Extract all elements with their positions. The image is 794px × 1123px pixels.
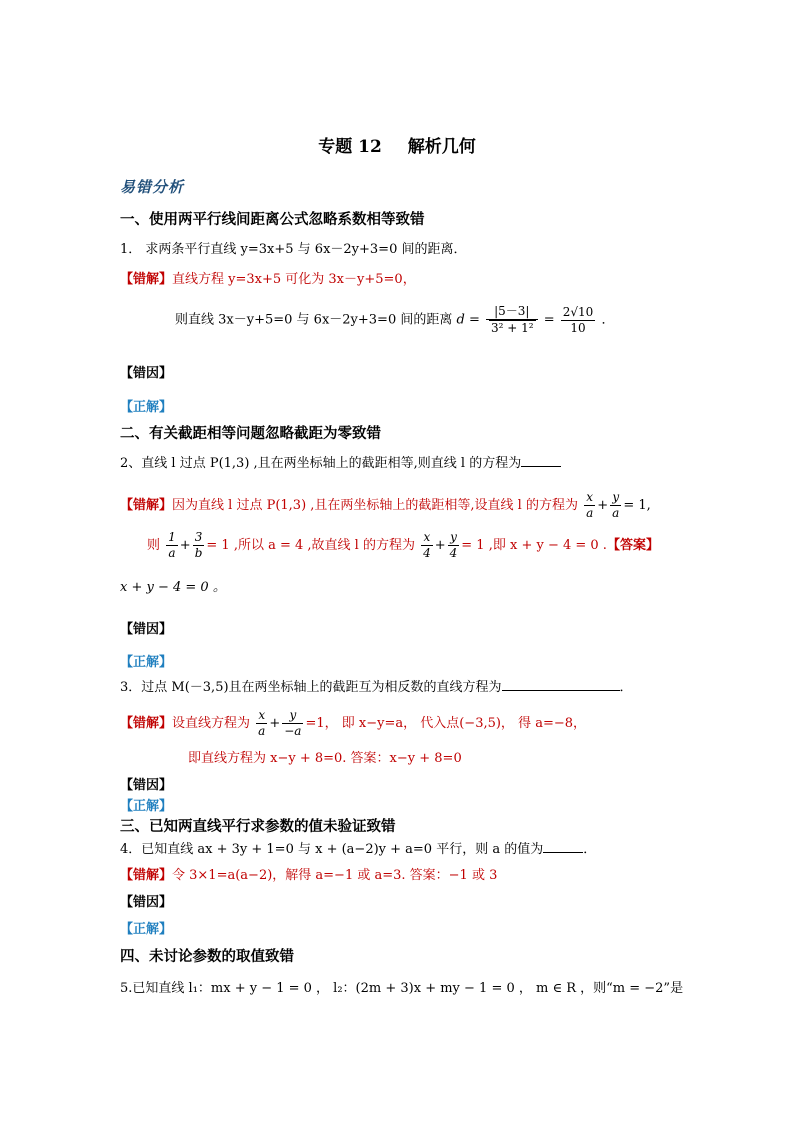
question-text: 3．过点 M(－3,5)且在两坐标轴上的截距互为相反数的直线方程为	[120, 680, 502, 695]
category-label: 易错分析	[120, 178, 185, 196]
period: ．	[583, 842, 597, 857]
section5-question: 5.已知直线 l₁：mx + y − 1 = 0 ， l₂：(2m + 3)x + my − 1 = 0 ， m ∈ R ，则“m = −2”是	[120, 981, 684, 996]
section2-question	[120, 452, 561, 471]
title-topic: 专题 12	[318, 137, 382, 157]
section1-fix: 【正解】	[120, 400, 173, 415]
line2-prefix: 则直线 3x－y+5=0 与 6x－2y+3=0 间的距离	[175, 312, 453, 328]
fraction-numerator: |5－3|	[486, 304, 538, 320]
result-denominator: 10	[570, 320, 586, 335]
num: y	[448, 530, 460, 546]
fraction-3-b	[193, 530, 205, 561]
error-label: 【错解】	[120, 868, 173, 883]
question-text: 2、直线 l 过点 P(1,3) ,且在两坐标轴上的截距相等,则直线 l 的方程为	[120, 456, 522, 471]
den: a	[258, 724, 266, 738]
error-label: 【错解】	[120, 716, 173, 731]
fraction-y-neg-a	[282, 708, 303, 739]
answer-label: 【答案】	[606, 538, 659, 553]
period: ．	[619, 680, 633, 695]
fraction-x-a	[256, 708, 267, 739]
num: x	[256, 708, 267, 724]
num: x	[584, 490, 595, 506]
equals-one: = 1,	[623, 498, 651, 513]
title-name: 解析几何	[407, 137, 476, 157]
num: 3	[193, 530, 205, 546]
section4-heading: 三、已知两直线平行求参数的值未验证致错	[120, 818, 396, 835]
section3-cause: 【错因】	[120, 778, 173, 793]
equals-sign: =	[543, 312, 555, 328]
section2-heading: 二、有关截距相等问题忽略截距为零致错	[120, 425, 381, 442]
fraction-y-a	[610, 490, 621, 521]
question-text: 4．已知直线 ax + 3y + 1=0 与 x + (a−2)y + a=0 平行，则 a 的值为	[120, 842, 544, 857]
error-text: 直线方程 y=3x+5 可化为 3x－y+5=0，	[172, 272, 416, 287]
section4-question	[120, 838, 596, 857]
num: x	[421, 530, 433, 546]
den: b	[194, 546, 203, 560]
section3-question	[120, 676, 633, 695]
fraction-x-a	[584, 490, 595, 521]
answer-blank	[521, 466, 561, 467]
section4-fix: 【正解】	[120, 922, 173, 937]
page-title	[0, 132, 794, 157]
section2-error-line2: 则 $\frac{1}{a}$ + $\frac{3}{b}$ = 1 ,所以 a = 4 ,故直线 l 的方程为 $\frac{x}{4}$ + $\frac{y}{4}$ = 1 ,即 x + y − 4 = 0 .【答案】	[147, 530, 659, 560]
section1-error	[120, 268, 416, 287]
den: 4	[449, 546, 458, 560]
den: −a	[284, 724, 302, 738]
section5-heading: 四、未讨论参数的取值致错	[120, 948, 294, 965]
answer-blank	[502, 690, 620, 691]
section1-question: 1． 求两条平行直线 y=3x+5 与 6x－2y+3=0 间的距离．	[120, 242, 467, 257]
answer-blank	[543, 852, 583, 853]
so-text: = 1 ,所以 a = 4 ,故直线 l 的方程为	[206, 538, 415, 553]
period: ．	[601, 312, 615, 328]
section4-error	[120, 864, 497, 883]
error-text: 设直线方程为	[172, 716, 251, 731]
fraction-1-a	[166, 530, 178, 561]
result-fraction	[561, 305, 596, 336]
den: 4	[423, 546, 431, 560]
section3-fix: 【正解】	[120, 799, 173, 814]
d-symbol: d =	[456, 312, 480, 328]
den: a	[586, 506, 594, 520]
fraction-denominator	[486, 320, 538, 336]
error-text-2: =1， 即 x−y=a， 代入点(−3,5)， 得 a=−8，	[305, 716, 587, 731]
num: 1	[168, 530, 176, 544]
section1-error-line2	[175, 304, 614, 336]
den: a	[168, 546, 176, 560]
section1-cause: 【错因】	[120, 366, 173, 381]
error-label: 【错解】	[120, 498, 173, 513]
den: a	[612, 506, 620, 520]
section2-error: 【错解】因为直线 l 过点 P(1,3) ,且在两坐标轴上的截距相等,设直线 l 的方程为 $\frac{x}{a}$ + $\frac{y}{a}$ = 1,	[120, 490, 651, 520]
distance-fraction	[486, 304, 538, 336]
section1-heading: 一、使用两平行线间距离公式忽略系数相等致错	[120, 211, 425, 228]
num: y	[282, 708, 303, 724]
sqrt-expression: 3² + 1²	[491, 321, 534, 335]
error-label: 【错解】	[120, 272, 173, 287]
num: y	[610, 490, 621, 506]
section2-cause: 【错因】	[120, 622, 173, 637]
section2-fix: 【正解】	[120, 655, 173, 670]
error-text: 因为直线 l 过点 P(1,3) ,且在两坐标轴上的截距相等,设直线 l 的方程为	[172, 498, 578, 513]
section3-error-line2: 即直线方程为 x−y + 8=0. 答案：x−y + 8=0	[188, 751, 462, 766]
result-numerator: 2√10	[562, 304, 594, 319]
then-text: 则	[147, 538, 161, 553]
error-text: 令 3×1=a(a−2)，解得 a=−1 或 a=3. 答案：−1 或 3	[172, 868, 498, 883]
fraction-x-4	[421, 530, 433, 561]
fraction-y-4	[448, 530, 460, 561]
section2-answer: x + y − 4 = 0 。	[120, 580, 226, 595]
result-text: = 1 ,即 x + y − 4 = 0 .	[461, 538, 607, 553]
section4-cause: 【错因】	[120, 895, 173, 910]
section3-error: 【错解】设直线方程为 $\frac{x}{a}$ + $\frac{y}{-a}$ =1， 即 x−y=a， 代入点(−3,5)， 得 a=−8，	[120, 708, 587, 738]
